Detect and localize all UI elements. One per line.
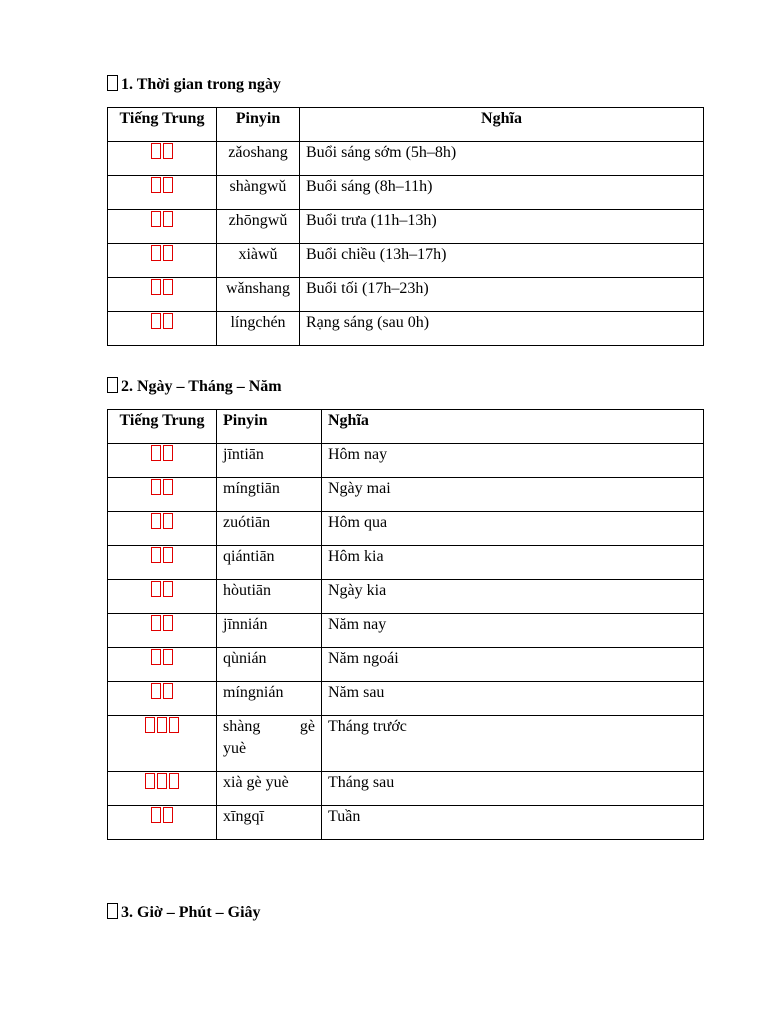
meaning-cell: Năm sau: [322, 682, 704, 716]
time-of-day-table: [107, 107, 704, 346]
table-row: [108, 614, 704, 648]
section-heading-1: [107, 75, 281, 95]
header-pinyin: Pinyin: [217, 410, 322, 444]
table-row: [108, 546, 704, 580]
table-row: [108, 176, 704, 210]
table-row: [108, 244, 704, 278]
header-meaning: Nghĩa: [322, 410, 704, 444]
section-heading-text: 3. Giờ – Phút – Giây: [121, 904, 261, 921]
table-row: [108, 278, 704, 312]
meaning-cell: Hôm kia: [322, 546, 704, 580]
table-row: [108, 772, 704, 806]
pinyin-cell: míngtiān: [217, 478, 322, 512]
chinese-glyphs: [108, 278, 217, 312]
table-row: [108, 716, 704, 772]
chinese-glyphs: [108, 614, 217, 648]
table-row: [108, 210, 704, 244]
chinese-glyphs: [108, 244, 217, 278]
chinese-glyphs: [108, 210, 217, 244]
table-header-row: [108, 410, 704, 444]
chinese-glyphs: [108, 478, 217, 512]
pinyin-cell: shàngwǔ: [217, 176, 300, 210]
pinyin-cell: qiántiān: [217, 546, 322, 580]
meaning-cell: Buổi trưa (11h–13h): [300, 210, 704, 244]
chinese-glyphs: [108, 176, 217, 210]
pinyin-cell: jīnnián: [217, 614, 322, 648]
meaning-cell: Tuần: [322, 806, 704, 840]
pinyin-cell: xiàwǔ: [217, 244, 300, 278]
missing-glyph-icon: [107, 377, 118, 393]
pinyin-cell: zǎoshang: [217, 142, 300, 176]
pinyin-cell: míngnián: [217, 682, 322, 716]
meaning-cell: Buổi tối (17h–23h): [300, 278, 704, 312]
missing-glyph-icon: [107, 903, 118, 919]
table-row: [108, 142, 704, 176]
table-row: [108, 580, 704, 614]
header-chinese: Tiếng Trung: [108, 410, 217, 444]
table-row: [108, 478, 704, 512]
table-row: [108, 682, 704, 716]
table-header-row: [108, 108, 704, 142]
chinese-glyphs: [108, 444, 217, 478]
chinese-glyphs: [108, 312, 217, 346]
chinese-glyphs: [108, 546, 217, 580]
pinyin-word: yuè: [223, 740, 247, 757]
section-heading-3: [107, 903, 261, 923]
meaning-cell: Ngày kia: [322, 580, 704, 614]
meaning-cell: Tháng trước: [322, 716, 704, 772]
meaning-cell: Buổi sáng sớm (5h–8h): [300, 142, 704, 176]
pinyin-cell: hòutiān: [217, 580, 322, 614]
meaning-cell: Hôm nay: [322, 444, 704, 478]
chinese-glyphs: [108, 806, 217, 840]
pinyin-word: shàng: [223, 718, 261, 735]
pinyin-cell: jīntiān: [217, 444, 322, 478]
table-row: [108, 806, 704, 840]
chinese-glyphs: [108, 648, 217, 682]
header-pinyin: Pinyin: [217, 108, 300, 142]
meaning-cell: Hôm qua: [322, 512, 704, 546]
chinese-glyphs: [108, 512, 217, 546]
table-row: [108, 648, 704, 682]
meaning-cell: Năm nay: [322, 614, 704, 648]
header-chinese: Tiếng Trung: [108, 108, 217, 142]
meaning-cell: Tháng sau: [322, 772, 704, 806]
chinese-glyphs: [108, 142, 217, 176]
missing-glyph-icon: [107, 75, 118, 91]
pinyin-cell: xià gè yuè: [217, 772, 322, 806]
section-heading-2: [107, 377, 282, 397]
table-row: [108, 312, 704, 346]
section-heading-text: 1. Thời gian trong ngày: [121, 76, 281, 93]
pinyin-cell: zuótiān: [217, 512, 322, 546]
pinyin-cell: qùnián: [217, 648, 322, 682]
chinese-glyphs: [108, 772, 217, 806]
section-heading-text: 2. Ngày – Tháng – Năm: [121, 378, 282, 395]
pinyin-cell: [217, 716, 322, 772]
pinyin-word: gè: [299, 718, 315, 735]
header-meaning: Nghĩa: [300, 108, 704, 142]
table-row: [108, 512, 704, 546]
chinese-glyphs: [108, 682, 217, 716]
meaning-cell: Buổi chiều (13h–17h): [300, 244, 704, 278]
meaning-cell: Rạng sáng (sau 0h): [300, 312, 704, 346]
meaning-cell: Năm ngoái: [322, 648, 704, 682]
chinese-glyphs: [108, 716, 217, 772]
chinese-glyphs: [108, 580, 217, 614]
meaning-cell: Ngày mai: [322, 478, 704, 512]
meaning-cell: Buổi sáng (8h–11h): [300, 176, 704, 210]
pinyin-cell: zhōngwǔ: [217, 210, 300, 244]
table-row: [108, 444, 704, 478]
pinyin-cell: xīngqī: [217, 806, 322, 840]
pinyin-cell: wǎnshang: [217, 278, 300, 312]
date-table: [107, 409, 704, 840]
pinyin-cell: língchén: [217, 312, 300, 346]
